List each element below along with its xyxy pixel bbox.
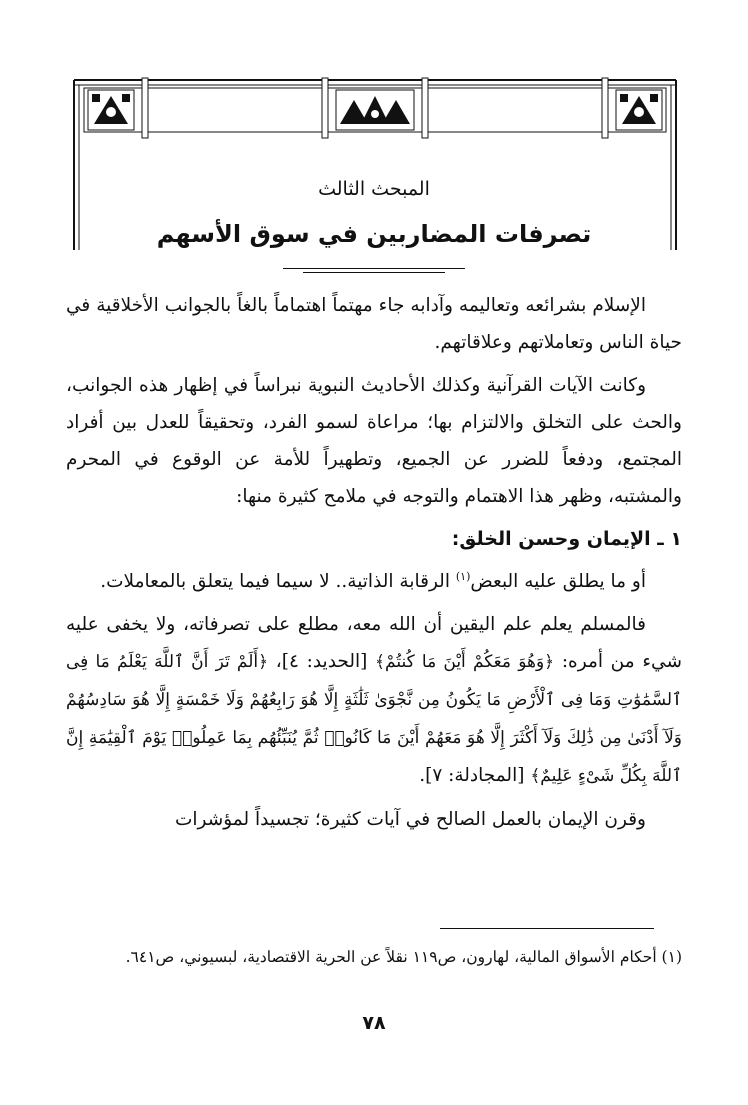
paragraph: وقرن الإيمان بالعمل الصالح في آيات كثيرة؛ تجسيداً لمؤشرات — [174, 809, 646, 831]
footnote-separator — [440, 928, 654, 929]
paragraph — [66, 558, 682, 600]
quran-verse: ﴿أَلَمْ تَرَ أَنَّ ٱللَّهَ يَعْلَمُ مَا فِى ٱلسَّمَٰوَٰتِ وَمَا فِى ٱلْأَرْضِ مَا يَكُونُ مِن نَّجْوَىٰ ثَلَٰثَةٍ إِلَّا هُوَ رَابِعُهُمْ وَلَا خَمْسَةٍ إِلَّا هُوَ سَادِسُهُمْ وَلَآ أَدْنَىٰ مِن ذَٰلِكَ وَلَآ أَكْثَرَ إِلَّا هُوَ مَعَهُمْ أَيْنَ مَا كَانُوا۟ ثُمَّ يُنَبِّئُهُم بِمَا عَمِلُوا۟ يَوْمَ ٱلْقِيَٰمَةِ إِنَّ ٱللَّهَ بِكُلِّ شَىْءٍ عَلِيمٌ﴾ — [66, 652, 682, 787]
paragraph — [66, 606, 682, 795]
verse-citation: [الحديد: ٤]، — [275, 651, 368, 673]
section-title: تصرفات المضاربين في سوق الأسهم — [156, 220, 592, 248]
title-underline-short — [303, 272, 445, 273]
paragraph: وكانت الآيات القرآنية وكذلك الأحاديث النبوية نبراساً في إظهار هذه الجوانب، والحث على التخلق والالتزام بها؛ مراعاة لسمو الفرد، وتحقيقاً للعدل بين أفراد المجتمع، ودفعاً للضرر عن الجميع، وتطهيراً للأمة عن الوقوع في المحرم والمشتبه، وظهر هذا الاهتمام والتوجه في ملامح كثيرة منها: — [66, 375, 682, 507]
quran-verse: ﴿وَهُوَ مَعَكُمْ أَيْنَ مَا كُنتُمْ﴾ — [375, 652, 555, 673]
paragraph-text: فالمسلم يعلم علم اليقين أن الله معه، مطلع على تصرفاته، ولا يخفى عليه شيء من أمره: — [66, 614, 682, 673]
section-label: المبحث الثالث — [318, 178, 430, 200]
verse-citation: [المجادلة: ٧]. — [419, 765, 525, 787]
center-ornament — [336, 90, 414, 130]
right-ornament — [616, 90, 662, 130]
left-ornament — [88, 90, 134, 130]
page-number: ٧٨ — [362, 1012, 386, 1034]
paragraph-text: أو ما يطلق عليه البعض — [470, 571, 646, 593]
footnote: (١) أحكام الأسواق المالية، لهارون، ص١١٩ نقلاً عن الحرية الاقتصادية، لبسيوني، ص٦٤١. — [125, 948, 682, 966]
subheading — [66, 521, 682, 558]
subheading-text: ١ ـ الإيمان وحسن الخلق: — [451, 528, 682, 550]
footnote-ref: (١) — [455, 570, 471, 583]
title-underline — [283, 268, 465, 269]
paragraph: الإسلام بشرائعه وتعاليمه وآدابه جاء مهتماً اهتماماً بالغاً بالجوانب الأخلاقية في حياة الناس وتعاملاتهم وعلاقاتهم. — [66, 295, 682, 353]
paragraph-text: الرقابة الذاتية.. لا سيما فيما يتعلق بالمعاملات. — [100, 571, 456, 593]
main-text — [66, 287, 682, 838]
